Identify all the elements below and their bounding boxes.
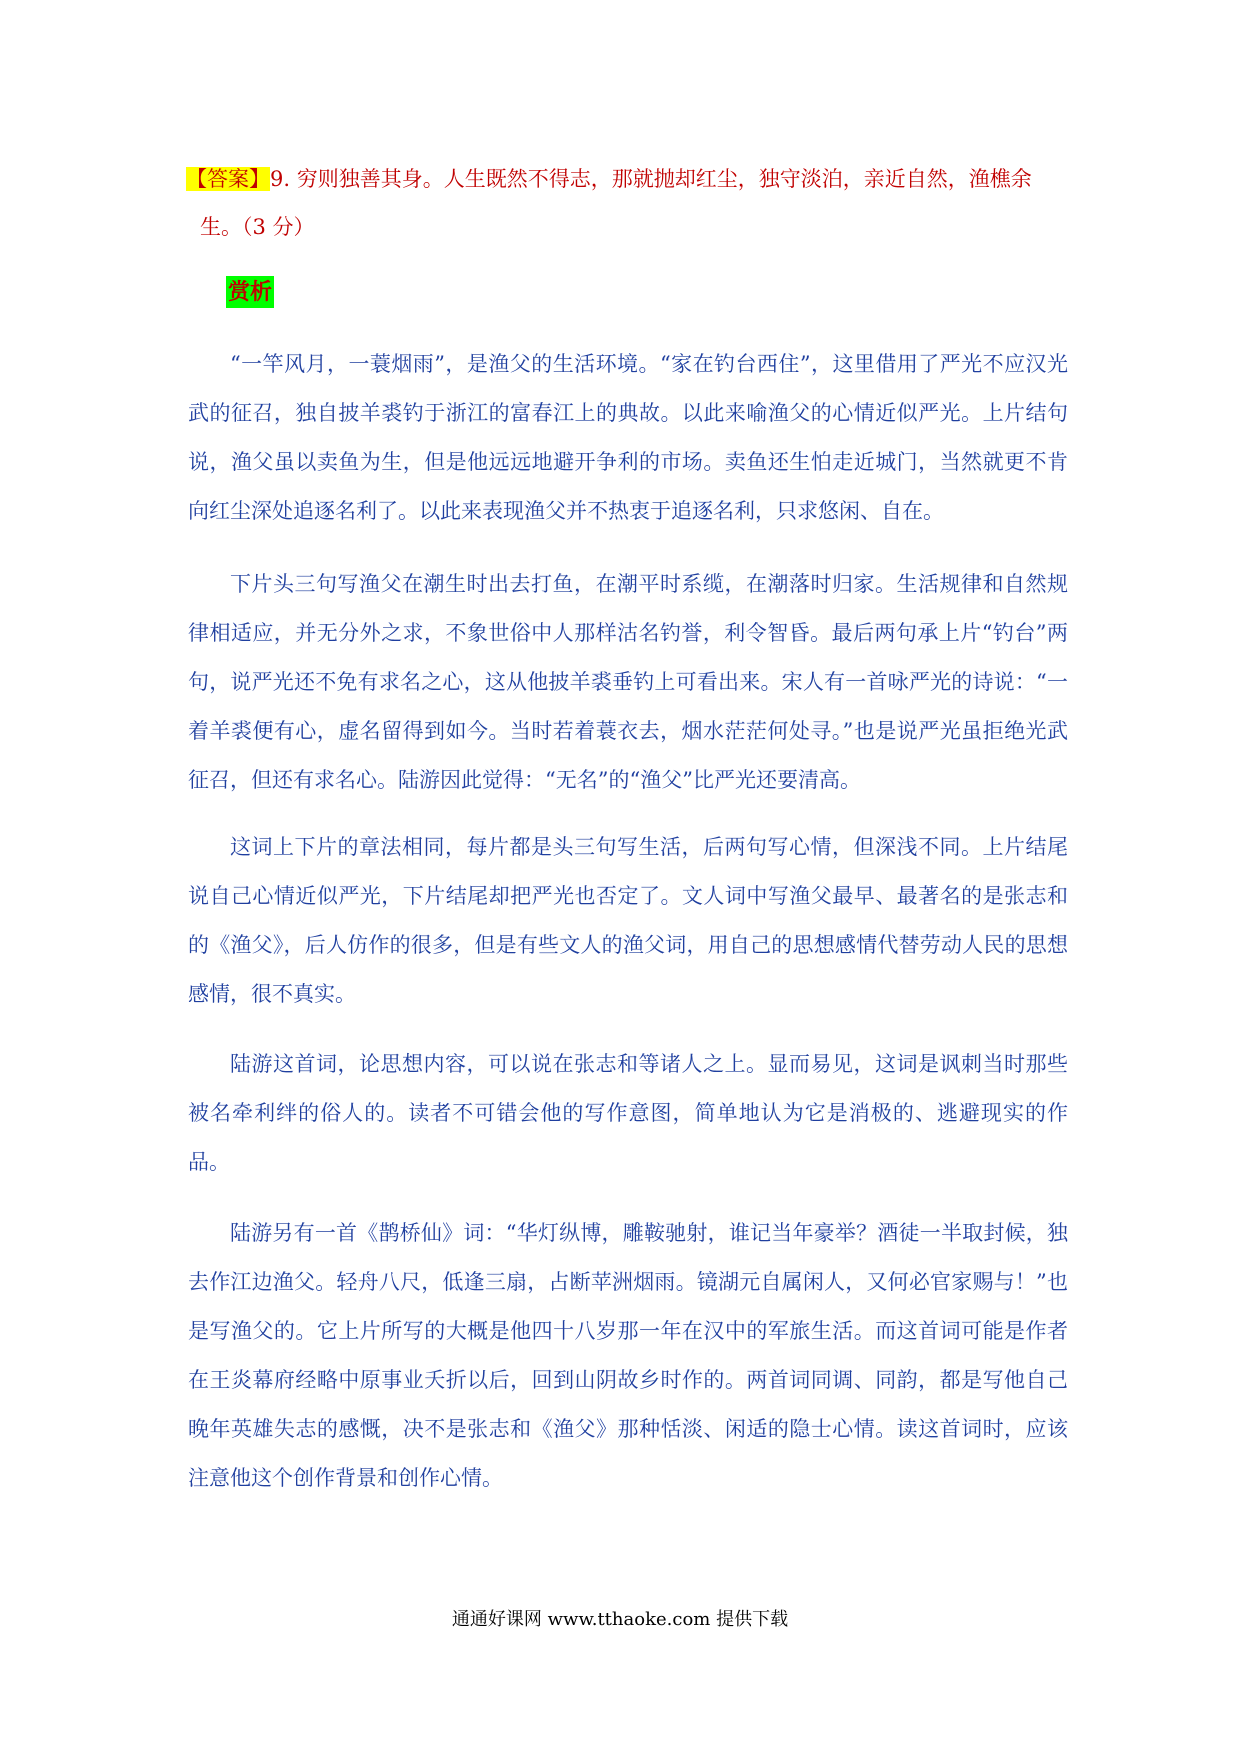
- analysis-heading: 赏析: [226, 276, 274, 308]
- page-footer: 通通好课网 www.tthaoke.com 提供下载: [451, 1609, 789, 1630]
- analysis-paragraph-5: 陆游另有一首《鹊桥仙》词：“华灯纵博，雕鞍驰射，谁记当年豪举？酒徒一半取封候，独去作江边渔父。轻舟八尺，低逢三扇，占断苹洲烟雨。镜湖元自属闲人，又何必官家赐与！”也是写渔父的。它上片所写的大概是他四十八岁那一年在汉中的军旅生活。而这首词可能是作者在王炎幕府经略中原事业夭折以后，回到山阴故乡时作的。两首词同调、同韵，都是写他自己晚年英雄失志的感慨，决不是张志和《渔父》那种恬淡、闲适的隐士心情。读这首词时，应该注意他这个创作背景和创作心情。: [188, 1221, 1068, 1490]
- answer-block: [186, 155, 1066, 251]
- analysis-paragraph-2: 下片头三句写渔父在潮生时出去打鱼，在潮平时系缆，在潮落时归家。生活规律和自然规律相适应，并无分外之求，不象世俗中人那样沽名钓誉，利令智昏。最后两句承上片“钓台”两句，说严光还不免有求名之心，这从他披羊裘垂钓上可看出来。宋人有一首咏严光的诗说：“一着羊裘便有心，虚名留得到如今。当时若着蓑衣去，烟水茫茫何处寻。”也是说严光虽拒绝光武征召，但还有求名心。陆游因此觉得：“无名”的“渔父”比严光还要清高。: [188, 572, 1068, 792]
- answer-tag: 【答案】: [186, 167, 270, 191]
- answer-line-1: 9. 穷则独善其身。人生既然不得志，那就抛却红尘，独守淡泊，亲近自然，渔樵余: [270, 167, 1032, 191]
- answer-line-2: 生。（3 分）: [200, 215, 315, 239]
- analysis-paragraph-1: “一竿风月，一蓑烟雨”，是渔父的生活环境。“家在钓台西住”，这里借用了严光不应汉光武的征召，独自披羊裘钓于浙江的富春江上的典故。以此来喻渔父的心情近似严光。上片结句说，渔父虽以卖鱼为生，但是他远远地避开争利的市场。卖鱼还生怕走近城门，当然就更不肯向红尘深处追逐名利了。以此来表现渔父并不热衷于追逐名利，只求悠闲、自在。: [188, 352, 1068, 523]
- analysis-paragraph-4: 陆游这首词，论思想内容，可以说在张志和等诸人之上。显而易见，这词是讽刺当时那些被名牵利绊的俗人的。读者不可错会他的写作意图，简单地认为它是消极的、逃避现实的作品。: [188, 1052, 1068, 1174]
- analysis-paragraph-3: 这词上下片的章法相同，每片都是头三句写生活，后两句写心情，但深浅不同。上片结尾说自己心情近似严光，下片结尾却把严光也否定了。文人词中写渔父最早、最著名的是张志和的《渔父》，后人仿作的很多，但是有些文人的渔父词，用自己的思想感情代替劳动人民的思想感情，很不真实。: [188, 835, 1068, 1006]
